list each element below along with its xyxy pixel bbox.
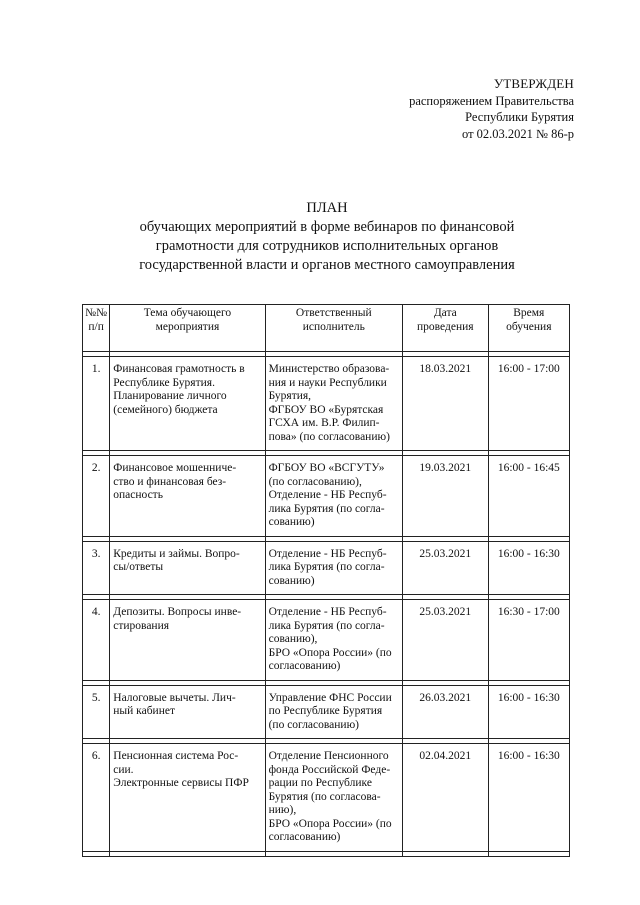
row-responsible-line: Бурятия (по согласова- — [268, 790, 381, 803]
row-topic-line: Финансовая грамотность в — [113, 363, 245, 375]
row-topic-line: ство и финансовая без- — [113, 475, 227, 488]
row-responsible-line: нию), — [268, 804, 297, 816]
spacer-cell — [83, 851, 110, 856]
plan-table — [82, 304, 570, 857]
row-number: 2. — [83, 456, 110, 537]
approval-stamp — [409, 76, 574, 142]
row-number: 5. — [83, 685, 110, 739]
row-responsible-line: Бурятия, — [268, 390, 312, 402]
row-responsible — [265, 744, 402, 852]
approval-line: Республики Бурятия — [465, 110, 574, 124]
row-time: 16:00 - 17:00 — [488, 357, 569, 451]
header-num: №№ п/п — [83, 305, 110, 352]
table-row — [83, 541, 570, 595]
table-row — [83, 357, 570, 451]
row-topic-line: Кредиты и займы. Вопро- — [113, 547, 240, 560]
row-responsible-line: пова» (по согласованию) — [268, 430, 390, 443]
row-responsible-line: Управление ФНС России — [268, 691, 392, 704]
table-row — [83, 685, 570, 739]
row-time: 16:00 - 16:30 — [488, 541, 569, 595]
row-responsible-line: (по согласованию), — [268, 475, 362, 488]
table-spacer-row — [83, 851, 570, 856]
spacer-cell — [110, 851, 265, 856]
row-responsible — [265, 685, 402, 739]
row-responsible-line: рации по Республике — [268, 777, 372, 789]
row-responsible-line: согласованию) — [268, 660, 341, 672]
row-topic-line: Планирование личного — [113, 390, 227, 402]
row-topic-line: Депозиты. Вопросы инве- — [113, 606, 242, 618]
header-responsible: Ответственный исполнитель — [265, 305, 402, 352]
row-number: 4. — [83, 600, 110, 681]
row-time: 16:00 - 16:30 — [488, 685, 569, 739]
spacer-cell — [402, 851, 488, 856]
header-time: Время обучения — [488, 305, 569, 352]
row-topic-line: стирования — [113, 619, 170, 632]
row-topic-line: Электронные сервисы ПФР — [113, 777, 249, 789]
row-topic — [110, 541, 265, 595]
table-header-row — [83, 305, 570, 352]
row-responsible-line: согласованию) — [268, 831, 341, 843]
row-responsible-line: ФГБОУ ВО «ВСГУТУ» — [268, 462, 385, 474]
row-responsible-line: БРО «Опора России» (по — [268, 817, 392, 830]
approval-decree: от 02.03.2021 № 86-р — [461, 126, 574, 141]
row-topic-line: Республике Бурятия. — [113, 376, 215, 389]
row-date: 19.03.2021 — [402, 456, 488, 537]
row-responsible-line: ГСХА им. В.Р. Филип- — [268, 417, 380, 429]
row-topic — [110, 685, 265, 739]
row-topic — [110, 744, 265, 852]
row-responsible-line: по Республике Бурятия — [268, 705, 383, 717]
title-line: государственной власти и органов местного самоуправления — [139, 257, 515, 273]
row-responsible-line: сованию) — [268, 574, 315, 587]
row-date: 26.03.2021 — [402, 685, 488, 739]
approval-line: распоряжением Правительства — [409, 93, 574, 108]
spacer-cell — [265, 851, 402, 856]
row-topic-line: Финансовое мошенниче- — [113, 462, 237, 474]
table-row — [83, 600, 570, 681]
row-responsible-line: Отделение - НБ Респуб- — [268, 489, 387, 501]
row-responsible — [265, 456, 402, 537]
row-responsible — [265, 600, 402, 681]
table-row — [83, 744, 570, 852]
row-topic — [110, 600, 265, 681]
document-title — [0, 199, 640, 275]
row-responsible-line: Отделение - НБ Респуб- — [268, 606, 387, 618]
row-responsible-line: Отделение Пенсионного — [268, 750, 389, 762]
row-date: 02.04.2021 — [402, 744, 488, 852]
row-date: 25.03.2021 — [402, 541, 488, 595]
row-topic-line: сы/ответы — [113, 561, 164, 573]
row-responsible-line: ния и науки Республики — [268, 376, 387, 389]
row-topic-line: Налоговые вычеты. Лич- — [113, 691, 236, 704]
row-topic-line: сии. — [113, 763, 134, 776]
spacer-cell — [488, 851, 569, 856]
table-body — [83, 352, 570, 857]
row-responsible — [265, 541, 402, 595]
row-responsible-line: фонда Российской Феде- — [268, 763, 391, 776]
row-topic-line: ный кабинет — [113, 705, 175, 717]
title-plan: ПЛАН — [306, 200, 348, 216]
header-topic: Тема обучающего мероприятия — [110, 305, 265, 352]
row-topic-line: Пенсионная система Рос- — [113, 750, 239, 762]
row-responsible-line: лика Бурятия (по согла- — [268, 502, 385, 515]
row-topic — [110, 456, 265, 537]
row-responsible-line: (по согласованию) — [268, 718, 359, 731]
row-responsible-line: БРО «Опора России» (по — [268, 646, 392, 659]
row-topic-line: (семейного) бюджета — [113, 403, 218, 416]
row-date: 18.03.2021 — [402, 357, 488, 451]
row-responsible-line: Министерство образова- — [268, 363, 390, 375]
row-date: 25.03.2021 — [402, 600, 488, 681]
row-responsible — [265, 357, 402, 451]
row-number: 6. — [83, 744, 110, 852]
row-topic — [110, 357, 265, 451]
row-time: 16:30 - 17:00 — [488, 600, 569, 681]
title-line: грамотности для сотрудников исполнительных органов — [155, 238, 499, 254]
row-number: 1. — [83, 357, 110, 451]
row-responsible-line: лика Бурятия (по согла- — [268, 619, 385, 632]
row-responsible-line: ФГБОУ ВО «Бурятская — [268, 403, 384, 416]
row-time: 16:00 - 16:30 — [488, 744, 569, 852]
row-topic-line: опасность — [113, 489, 163, 501]
approval-heading: УТВЕРЖДЕН — [493, 76, 574, 91]
row-responsible-line: лика Бурятия (по согла- — [268, 561, 385, 573]
row-time: 16:00 - 16:45 — [488, 456, 569, 537]
title-line: обучающих мероприятий в форме вебинаров по финансовой — [139, 219, 515, 235]
header-date: Дата проведения — [402, 305, 488, 352]
table-row — [83, 456, 570, 537]
row-responsible-line: Отделение - НБ Респуб- — [268, 547, 387, 560]
row-responsible-line: сованию), — [268, 633, 318, 645]
row-number: 3. — [83, 541, 110, 595]
row-responsible-line: сованию) — [268, 516, 315, 528]
